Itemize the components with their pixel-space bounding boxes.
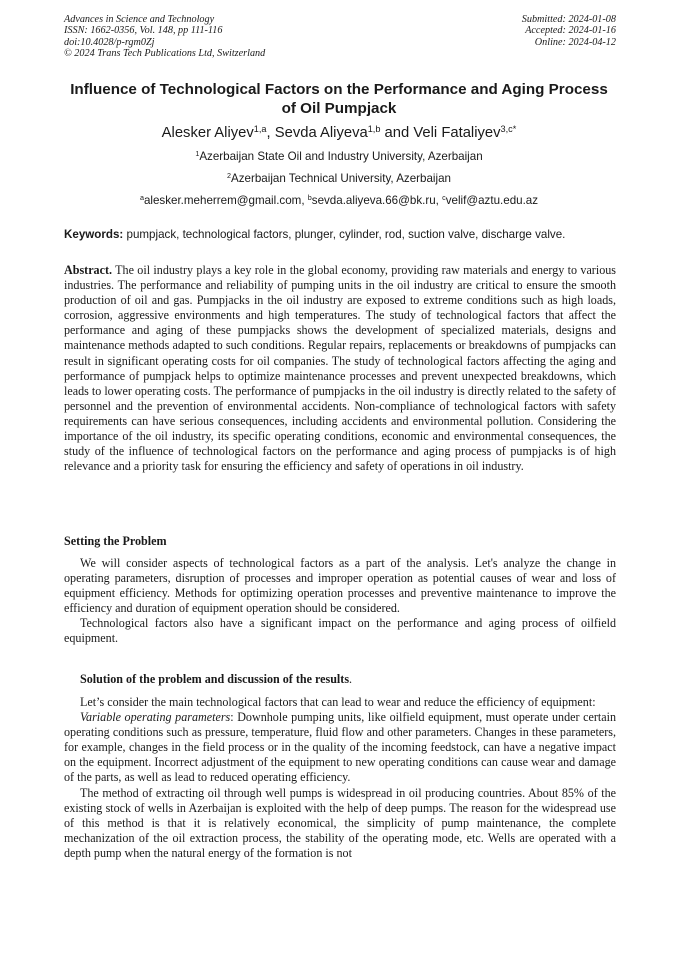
doi-line: doi:10.4028/p-rgm0Zj xyxy=(64,36,155,48)
affiliation-line xyxy=(64,172,614,186)
email-mark: b xyxy=(307,193,312,203)
email-address: sevda.aliyeva.66@bk.ru, xyxy=(311,194,443,207)
accepted-date: Accepted: 2024-01-16 xyxy=(525,25,616,37)
affiliation-line xyxy=(64,150,614,164)
section-heading-period: . xyxy=(349,672,353,686)
email-line xyxy=(64,194,614,208)
author-name: Alesker Aliyev xyxy=(161,125,254,141)
paragraph-text: : Downhole pumping units, like oilfield equipment, must operate under certain operating conditions such as pressure, temperature, fluid flow and other parameters. Changes in these parameters, for example, changes in the field process or in the quality of the incoming feedstock, can have a negative impact on the equipment. Incorrect adjustment of the equipment to new operating conditions can cause wear and damage of the parts, as well as lead to reduced operating efficiency. xyxy=(64,710,616,785)
author-list xyxy=(64,124,614,142)
section-heading: Setting the Problem xyxy=(64,534,167,548)
section-body xyxy=(64,556,616,647)
author-name: Sevda Aliyeva xyxy=(274,125,368,141)
author-affiliation-mark: 3,c* xyxy=(500,123,517,134)
paragraph xyxy=(64,710,616,785)
paragraph: We will consider aspects of technological factors as a part of the analysis. Let's analyze the change in operating parameters, disruption of processes and improper operation as potential causes of wear and loss of equipment efficiency. Methods for optimizing operation processes and preventive maintenance to improve the efficiency and duration of equipment operation should be considered. xyxy=(64,556,616,616)
author-separator: and xyxy=(380,125,414,141)
copyright-line: © 2024 Trans Tech Publications Ltd, Switzerland xyxy=(64,48,266,60)
abstract-text: The oil industry plays a key role in the global economy, providing raw materials and energy to various industries. The performance and reliability of pumping units in the oil industry are critical to ensure the smooth production of oil and gas. Pumpjacks in the oil industry are exposed to extreme conditions such as high loads, corrosion, aggressive environments and high temperatures. The study of technological factors that affect the performance and aging of these pumpjacks shows the development of specialized materials, designs and maintenance methods adapted to such conditions. Regular repairs, replacements or breakdowns of pumpjacks can result in significant operating costs for oil companies. The study of technological factors affecting the aging and performance of pumpjack helps to optimize maintenance processes and prevent unexpected breakdowns, which leads to lower operating costs. The performance of pumpjacks in the oil industry is directly related to the safety of personnel and the prevention of environmental accidents. Non-compliance of technological factors with safety requirements can have serious consequences, including accidents and environmental pollution. Considering the importance of the oil industry, its specific operating conditions, economic and environmental consequences, the study of the influence of technological factors on the performance and aging process of pumpjacks is of high relevance and a priority task for ensuring the efficiency and safety of operations in oil industry. xyxy=(64,263,616,474)
journal-header xyxy=(64,14,265,60)
section-heading xyxy=(80,672,352,687)
online-date: Online: 2024-04-12 xyxy=(534,36,616,48)
keywords xyxy=(64,228,616,242)
email-mark: c xyxy=(442,193,446,203)
author-affiliation-mark: 1,b xyxy=(367,123,381,134)
affiliation-mark: 1 xyxy=(195,149,200,159)
paragraph: Let’s consider the main technological factors that can lead to wear and reduce the efficiency of equipment: xyxy=(80,695,596,709)
keywords-label: Keywords: xyxy=(64,228,124,241)
abstract xyxy=(64,263,616,474)
affiliation-mark: 2 xyxy=(227,171,232,181)
author-separator: , xyxy=(266,125,275,141)
email-address: alesker.meherrem@gmail.com, xyxy=(143,194,308,207)
dates-header xyxy=(522,14,616,48)
submitted-date: Submitted: 2024-01-08 xyxy=(521,14,616,25)
paragraph: Technological factors also have a significant impact on the performance and aging process of oilfield equipment. xyxy=(64,616,616,646)
abstract-label: Abstract. xyxy=(64,263,113,277)
section-body xyxy=(64,695,616,861)
issn-line: ISSN: 1662-0356, Vol. 148, pp 111-116 xyxy=(64,25,223,37)
author-name: Veli Fataliyev xyxy=(413,125,501,141)
email-address: velif@aztu.edu.az xyxy=(445,194,539,207)
journal-name: Advances in Science and Technology xyxy=(64,14,215,25)
affiliation-text: Azerbaijan Technical University, Azerbaijan xyxy=(231,172,451,185)
paragraph: The method of extracting oil through well pumps is widespread in oil producing countries. About 85% of the existing stock of wells in Azerbaijan is exploited with the help of deep pumps. The reason for the widespread use of this method is that it is relatively economical, the simplicity of pump maintenance, the complete mechanization of the oil extraction process, the stability of the operating mode, etc. Wells are operated with a depth pump when the natural energy of the formation is not xyxy=(64,785,616,860)
author-affiliation-mark: 1,a xyxy=(253,123,267,134)
paper-title: Influence of Technological Factors on the Performance and Aging Process of Oil Pumpjack xyxy=(70,81,608,117)
italic-term: Variable operating parameters xyxy=(80,710,231,725)
email-mark: a xyxy=(139,193,144,203)
affiliation-text: Azerbaijan State Oil and Industry University, Azerbaijan xyxy=(199,150,483,163)
section-heading-text: Solution of the problem and discussion of the results xyxy=(80,672,350,686)
keywords-text: pumpjack, technological factors, plunger, cylinder, rod, suction valve, discharge valve. xyxy=(123,228,566,241)
